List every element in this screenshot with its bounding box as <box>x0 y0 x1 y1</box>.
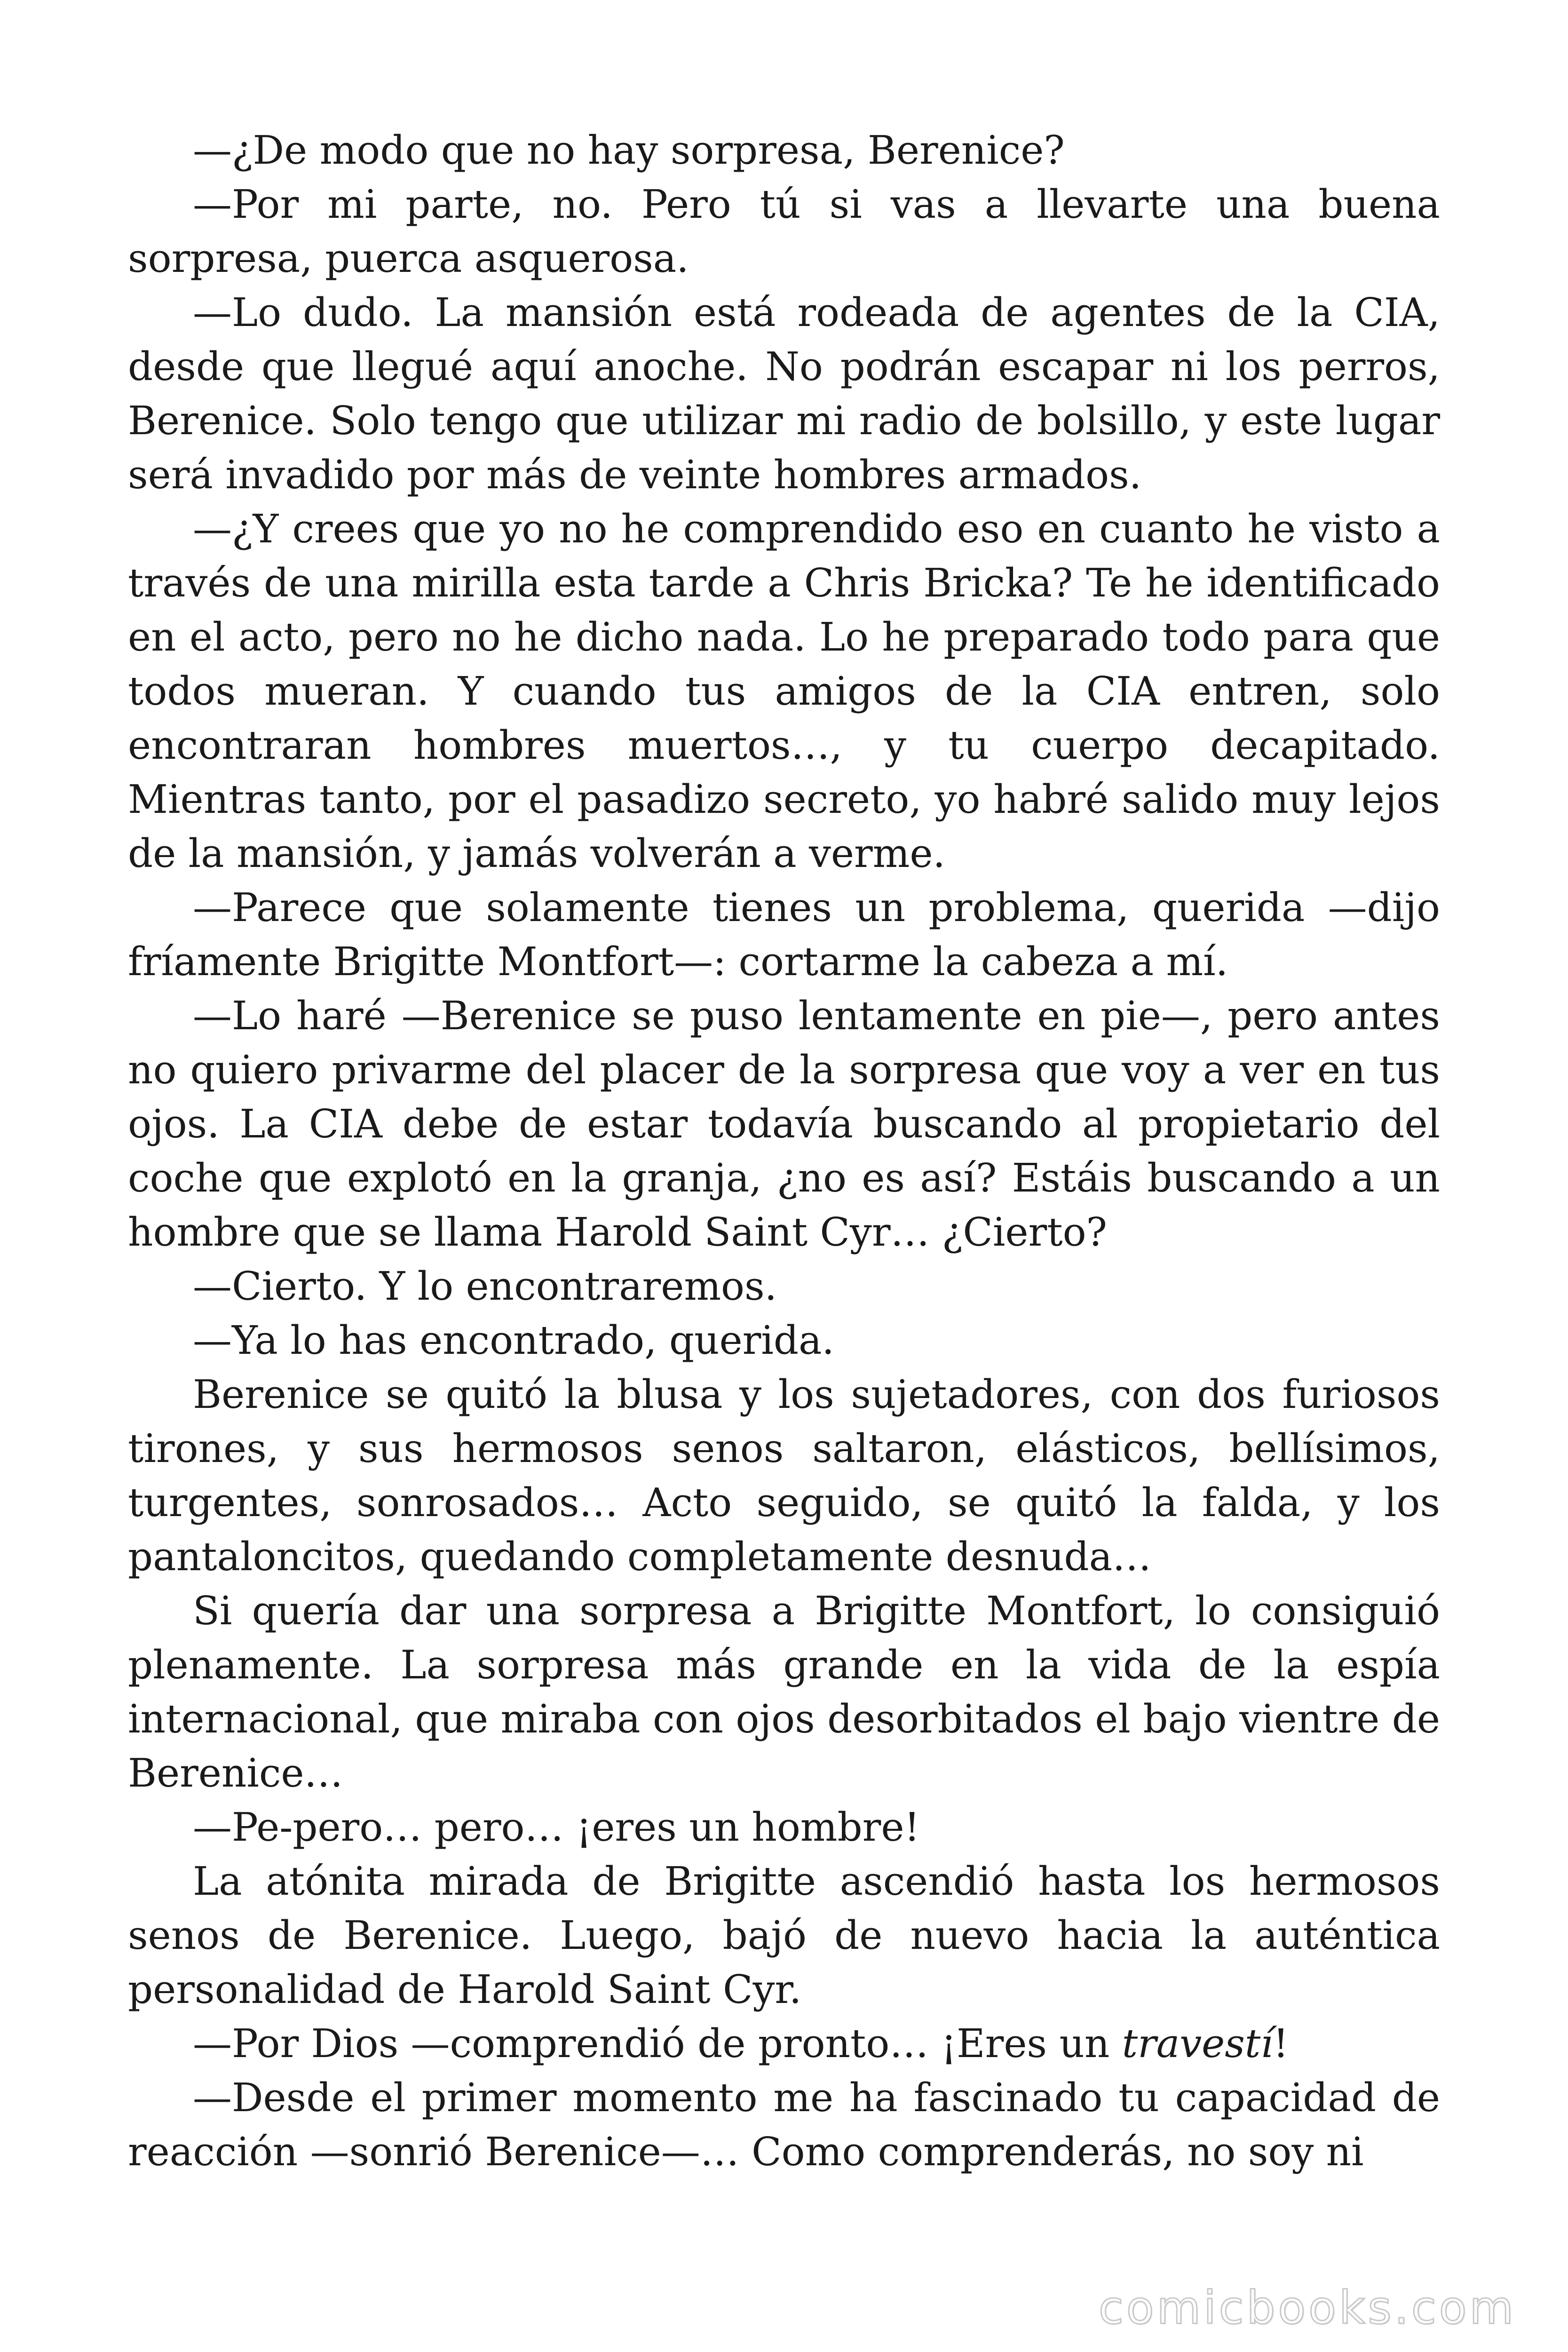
paragraph: La atónita mirada de Brigitte ascendió hasta los hermosos senos de Berenice. Luego, bajó de nuevo hacia la auténtica personalidad de Harold Saint Cyr. <box>128 1859 1440 2012</box>
paragraph: —Cierto. Y lo encontraremos. <box>193 1263 777 1309</box>
paragraph: —¿De modo que no hay sorpresa, Berenice? <box>193 127 1065 173</box>
paragraph: —Parece que solamente tienes un problema, querida —dijo fríamente Brigitte Montfort—: cortarme la cabeza a mí. <box>128 885 1440 985</box>
paragraph: —¿Y crees que yo no he comprendido eso en cuanto he visto a través de una mirilla esta tarde a Chris Bricka? Te he identificado en el acto, pero no he dicho nada. Lo he preparado todo para que todos mueran. Y cuando tus amigos de la CIA entren, solo encontraran hombres muertos…, y tu cuerpo decapitado. Mientras tanto, por el pasadizo secreto, yo habré salido muy lejos de la mansión, y jamás volverán a verme. <box>128 506 1440 876</box>
italic-word: travestí <box>1122 2021 1273 2066</box>
paragraph: Si quería dar una sorpresa a Brigitte Montfort, lo consiguió plenamente. La sorpresa más grande en la vida de la espía internacional, que miraba con ojos desorbitados el bajo vientre de Berenice… <box>128 1588 1440 1796</box>
paragraph: —Lo haré —Berenice se puso lentamente en pie—, pero antes no quiero privarme del placer de la sorpresa que voy a ver en tus ojos. La CIA debe de estar todavía buscando al propietario del coche que explotó en la granja, ¿no es así? Estáis buscando a un hombre que se llama Harold Saint Cyr… ¿Cierto? <box>128 993 1440 1255</box>
paragraph <box>128 2017 1440 2071</box>
paragraph: Berenice se quitó la blusa y los sujetadores, con dos furiosos tirones, y sus hermosos senos saltaron, elásticos, bellísimos, turgentes, sonrosados… Acto seguido, se quitó la falda, y los pantaloncitos, quedando completamente desnuda… <box>128 1372 1440 1580</box>
paragraph: —Lo dudo. La mansión está rodeada de agentes de la CIA, desde que llegué aquí anoche. No podrán escapar ni los perros, Berenice. Solo tengo que utilizar mi radio de bolsillo, y este lugar será invadido por más de veinte hombres armados. <box>128 290 1440 498</box>
page-text <box>128 123 1440 2179</box>
paragraph-text: ! <box>1273 2021 1289 2066</box>
paragraph: —Pe-pero… pero… ¡eres un hombre! <box>193 1804 920 1850</box>
paragraph-text: —Por Dios —comprendió de pronto… ¡Eres un <box>193 2021 1122 2066</box>
paragraph: —Ya lo has encontrado, querida. <box>193 1318 834 1363</box>
paragraph: —Desde el primer momento me ha fascinado tu capacidad de reacción —sonrió Berenice—… Como comprenderás, no soy ni <box>128 2075 1440 2175</box>
paragraph: —Por mi parte, no. Pero tú si vas a llevarte una buena sorpresa, puerca asquerosa. <box>128 182 1440 281</box>
watermark-logo: comicbooks.com <box>1098 2281 1516 2334</box>
